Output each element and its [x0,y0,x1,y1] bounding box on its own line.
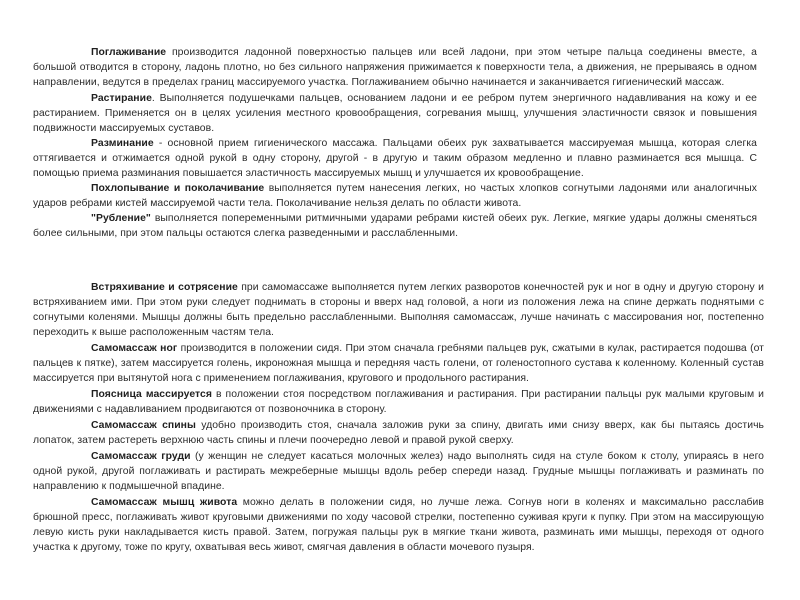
text-legs: производится в положении сидя. При этом сначала гребнями пальцев рук, сжатыми в кулак, растирается подошва (от пальцев к пятке), затем массируется голень, икроножная мышца и передняя часть голени, от голеностопного сустава к коленному. Коленный сустав массируется при вытянутой нога с применением поглаживания, кругового и продольного растирания. [33,343,764,384]
paragraph-lower-back [33,387,764,417]
term-rubbing: Растирание [91,93,152,104]
term-stroking: Поглаживание [91,47,167,58]
paragraph-stroking [33,45,757,90]
paragraph-chopping [33,211,757,241]
text-patting: выполняется путем нанесения легких, но частых хлопков согнутыми ладонями или аналогичных ударов ребрами кистей массируемой части тела. Поколачивание нельзя делать по области живота. [33,183,757,209]
term-chopping: "Рубление" [91,213,151,224]
text-stroking: производится ладонной поверхностью пальцев или всей ладони, при этом четыре пальца соединены вместе, а большой отводится в сторону, ладонь плотно, но без сильного напряжения прижимается к поверхности тела, а движения, не прерываясь в одном направлении, ведутся в пределах границ массируемого участка. Поглаживанием обычно начинается и заканчивается гигиенический массаж. [33,47,757,88]
term-lower-back: Поясница массируется [91,389,212,400]
self-massage-section [33,280,764,555]
text-back: удобно производить стоя, сначала заложив руки за спину, двигать ими снизу вверх, как бы пытаясь достичь лопаток, затем растереть верхнюю часть спины и плечи поочередно левой и правой рукой сверху. [33,420,765,446]
massage-techniques-section [33,45,757,241]
term-shaking: Встряхивание и сотрясение [91,282,238,293]
text-lower-back: в положении стоя посредством поглаживания и растирания. При растирании пальцы рук малыми круговым и движениями с надавливанием продвигаются от позвоночника в сторону. [33,389,764,415]
term-chest: Самомассаж груди [91,451,191,462]
text-chest: (у женщин не следует касаться молочных желез) надо выполнять сидя на стуле боком к столу, упираясь в него одной рукой, другой поглаживать и растирать межреберные мышцы вдоль ребер спереди назад. Грудные мышцы поглаживать и разминать по направлению к подмышечной впадине. [33,451,765,492]
term-back: Самомассаж спины [91,420,196,431]
paragraph-shaking [33,280,764,340]
term-kneading: Разминание [91,138,154,149]
paragraph-chest [33,449,764,494]
text-chopping: выполняется попеременными ритмичными ударами ребрами кистей обеих рук. Легкие, мягкие удары должны сменяться более сильными, при этом пальцы остаются слегка разведенными и расслабленными. [33,213,757,239]
text-kneading: - основной прием гигиенического массажа. Пальцами обеих рук захватывается массируемая мышца, которая слегка оттягивается и отжимается одной рукой в одну сторону, другой - в другую и таким образом медленно и плавно разминается вся мышца. С помощью приема разминания повышается эластичность массируемых мышц и улучшается их кровообращение. [33,138,757,179]
paragraph-rubbing [33,91,757,136]
text-shaking: при самомассаже выполняется путем легких разворотов конечностей рук и ног в одну и другую сторону и встряхиванием ими. При этом руки следует поднимать в стороны и вверх над головой, а ноги из положения лежа на спине держать поднятыми с согнутыми коленями. Мышцы должны быть предельно расслабленными. Выполняя самомассаж, лучше начинать с массирования ног, постепенно переходить к выше расположенным частям тела. [33,282,764,338]
term-legs: Самомассаж ног [91,343,178,354]
paragraph-legs [33,341,764,386]
paragraph-abdomen [33,495,764,555]
term-abdomen: Самомассаж мышц живота [91,497,238,508]
paragraph-back [33,418,764,448]
text-abdomen: можно делать в положении сидя, но лучше лежа. Согнув ноги в коленях и максимально расслабив брюшной пресс, поглаживать живот круговыми движениями по ходу часовой стрелки, постепенно суживая круги к пупку. При этом на массирующую левую кисть руки накладывается кисть правой. Затем, погружая пальцы рук в мягкие ткани живота, разминать ими мышцы, переходя от одного участка к другому, тоже по кругу, охватывая весь живот, смягчая давления в области мочевого пузыря. [33,497,764,553]
paragraph-patting [33,181,757,211]
paragraph-kneading [33,136,757,181]
text-rubbing: . Выполняется подушечками пальцев, основанием ладони и ее ребром путем энергичного надавливания на кожу и ее растиранием. Применяется он в целях усиления местного кровообращения, согревания мышц, улучшения эластичности связок и повышения подвижности массируемых суставов. [33,93,757,134]
term-patting: Похлопывание и поколачивание [91,183,265,194]
